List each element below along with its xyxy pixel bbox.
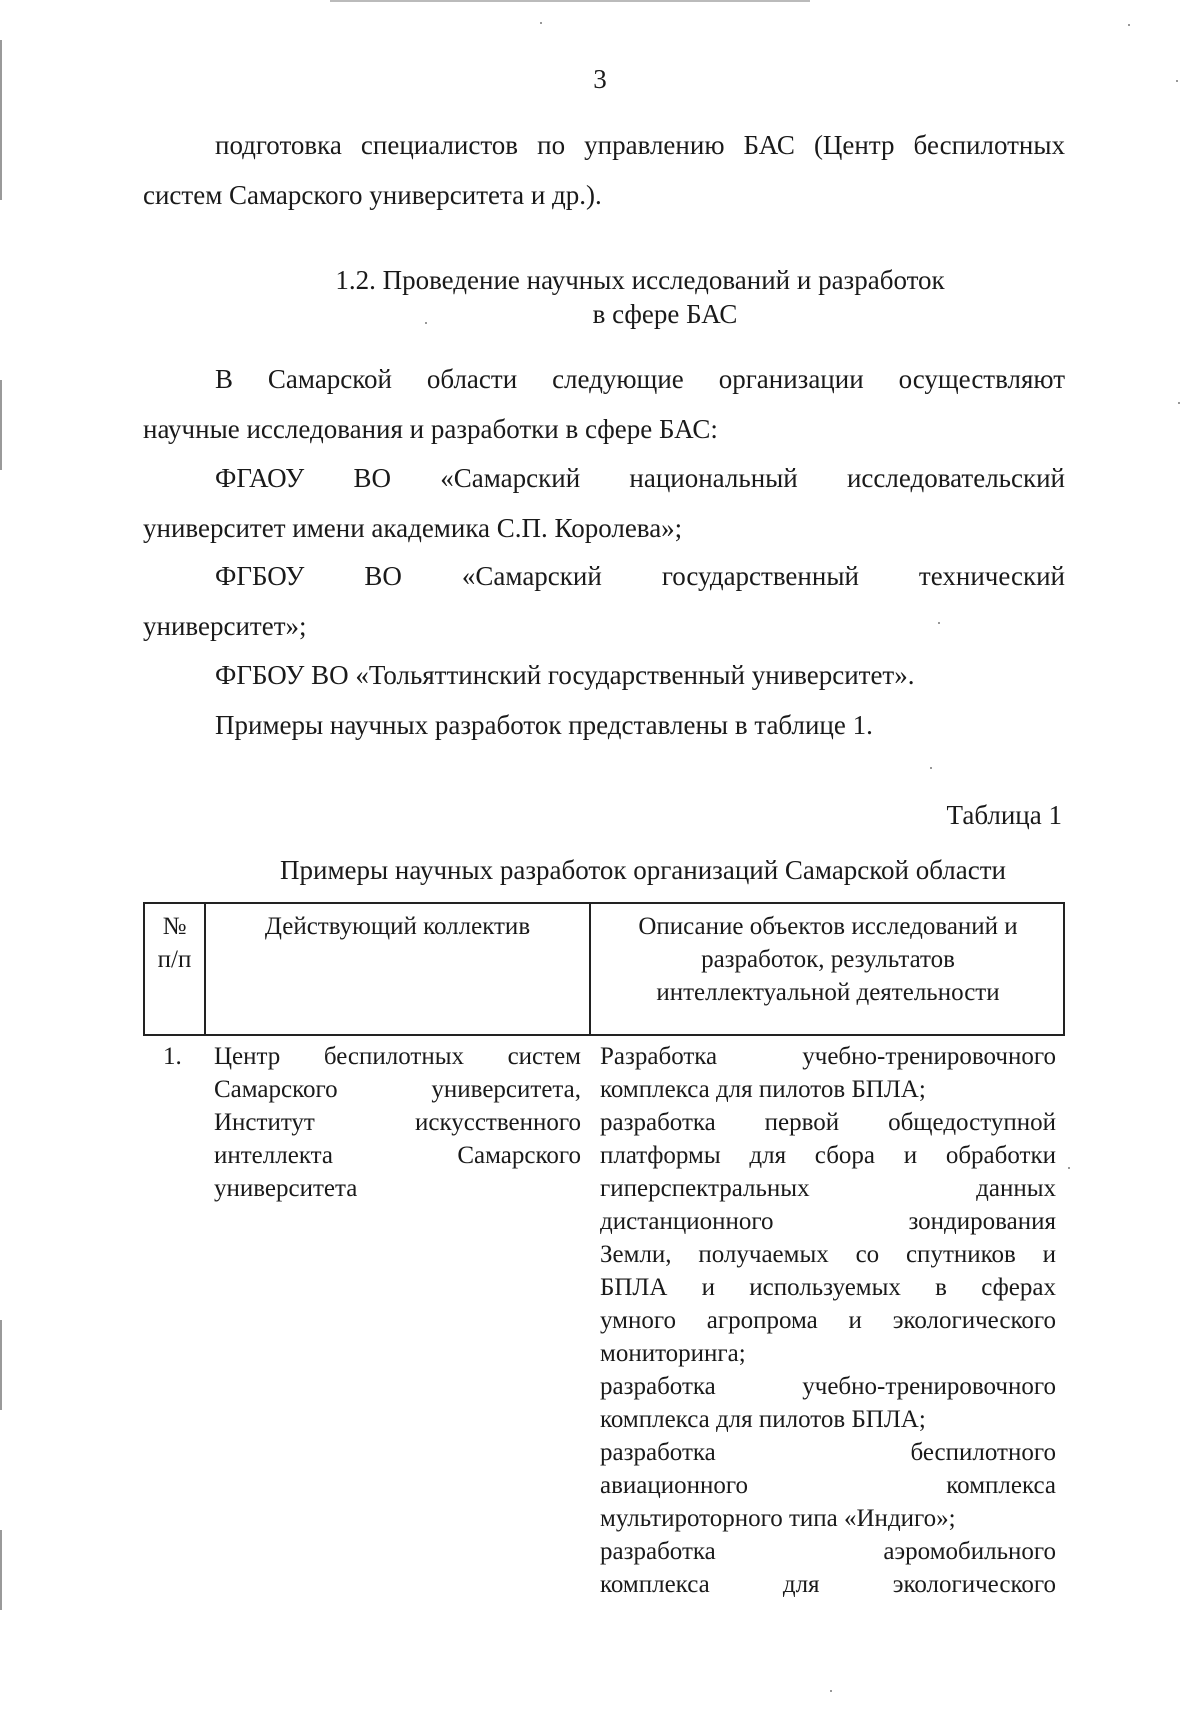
organization-line: университет»; [143,611,307,641]
page-number: 3 [593,64,607,94]
description-line: мультироторного типа «Индиго»; [600,1505,956,1532]
paragraph-line: В Самарской области следующие организации осуществляют [215,364,1065,394]
organizations-paragraph [143,354,1065,454]
organization-line: ФГБОУ ВО «Тольяттинский государственный университет». [215,660,915,690]
description-line: Разработка учебно-тренировочного [600,1043,1056,1070]
scan-speck [1068,1167,1070,1169]
description-line: БПЛА и используемых в сферах [600,1274,1056,1301]
description-line: умного агропрома и экологического [600,1307,1056,1334]
description-line: комплекса для экологического [600,1571,1056,1598]
description-cell [600,1040,1056,1601]
section-heading [0,263,1200,331]
table-caption: Примеры научных разработок организаций Самарской области [280,855,1006,885]
header-team [206,910,589,943]
intro-paragraph [143,120,1065,220]
scan-edge-line [0,1530,2,1610]
row-number: 1. [163,1043,182,1070]
scan-speck [1178,402,1180,404]
scan-speck [830,1690,832,1692]
scan-speck [930,767,932,769]
description-line: разработка учебно-тренировочного [600,1373,1056,1400]
scan-top-line [330,0,810,2]
header-description-line: разработок, результатов [701,946,955,973]
description-line: разработка аэромобильного [600,1538,1056,1565]
paragraph-line: научные исследования и разработки в сфере БАС: [143,414,718,444]
examples-sentence [143,700,1065,750]
scan-speck [1128,24,1130,26]
header-description-line: Описание объектов исследований и [638,913,1018,940]
header-team-label: Действующий коллектив [264,913,531,940]
section-heading-line: 1.2. Проведение научных исследований и разработок [335,265,945,295]
table-label: Таблица 1 [946,800,1062,830]
description-line: гиперспектральных данных [600,1175,1056,1202]
description-line: платформы для сбора и обработки [600,1142,1056,1169]
organization-item [143,551,1065,651]
team-line: Самарского университета, [214,1076,581,1103]
organization-line: университет имени академика С.П. Королева»; [143,513,683,543]
description-line: комплекса для пилотов БПЛА; [600,1406,926,1433]
header-num [145,910,204,976]
description-line: комплекса для пилотов БПЛА; [600,1076,926,1103]
description-line: разработка беспилотного [600,1439,1056,1466]
organization-item [143,453,1065,553]
intro-line: подготовка специалистов по управлению БАС (Центр беспилотных [215,130,1065,160]
team-line: университета [214,1175,358,1202]
scan-edge-line [0,380,2,470]
intro-line: систем Самарского университета и др.). [143,180,602,210]
organization-line: ФГАОУ ВО «Самарский национальный исследовательский [215,463,1065,493]
description-line: Земли, получаемых со спутников и [600,1241,1056,1268]
scan-edge-line [0,1320,2,1410]
team-line: Центр беспилотных систем [214,1043,581,1070]
team-line: интеллекта Самарского [214,1142,581,1169]
header-description-line: интеллектуальной деятельности [656,979,1000,1006]
description-line: мониторинга; [600,1340,746,1367]
description-line: разработка первой общедоступной [600,1109,1056,1136]
section-heading-line: в сфере БАС [592,299,738,329]
header-num-abbr: п/п [157,946,192,973]
table-header [143,902,1065,1036]
header-description [591,910,1065,1009]
organization-item [143,650,1065,700]
team-cell [214,1040,581,1205]
examples-sentence-line: Примеры научных разработок представлены в таблице 1. [215,710,873,740]
header-num-symbol: № [162,913,187,940]
organization-line: ФГБОУ ВО «Самарский государственный технический [215,561,1065,591]
team-line: Институт искусственного [214,1109,581,1136]
scan-speck [540,22,542,24]
description-line: дистанционного зондирования [600,1208,1056,1235]
description-line: авиационного комплекса [600,1472,1056,1499]
